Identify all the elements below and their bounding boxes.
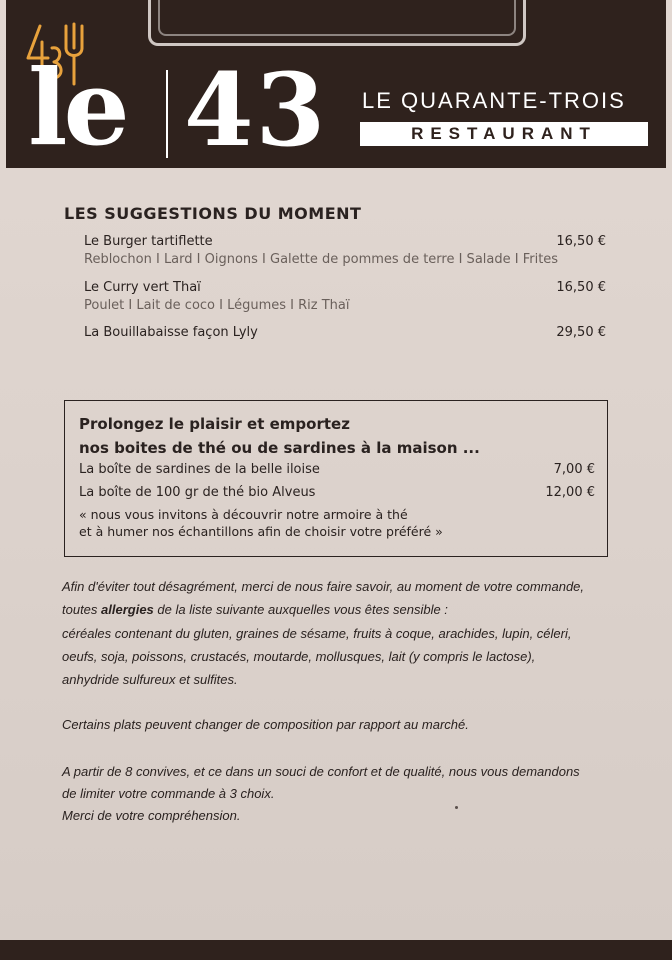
group-note-line3: Merci de votre compréhension. [62, 808, 241, 823]
allergy-note-line3: céréales contenant du gluten, graines de sésame, fruits à coque, arachides, lupin, céleri, [62, 626, 572, 641]
allergy-note-line4: oeufs, soja, poissons, crustacés, moutarde, mollusques, lait (y compris le lactose), [62, 649, 536, 664]
logo-number: 43 [184, 51, 328, 169]
allergies-emphasis: allergies [101, 602, 154, 617]
dish-price: 16,50 € [556, 234, 606, 249]
dish-name: Le Curry vert Thaï [84, 280, 201, 295]
logo-divider [166, 70, 168, 158]
allergy-note-line5: anhydride sulfureux et sulfites. [62, 672, 238, 687]
market-note: Certains plats peuvent changer de composition par rapport au marché. [62, 717, 469, 732]
offer-item-name: La boîte de sardines de la belle iloise [79, 462, 320, 477]
offer-item-price: 7,00 € [553, 462, 595, 477]
allergy-note-line1: Afin d'éviter tout désagrément, merci de nous faire savoir, au moment de votre commande, [62, 579, 585, 594]
dish-description: Poulet I Lait de coco I Légumes I Riz Thaï [84, 298, 350, 313]
takeaway-offer-box [64, 400, 608, 557]
offer-title-line2: nos boites de thé ou de sardines à la maison ... [79, 439, 480, 457]
offer-quote-line2: et à humer nos échantillons afin de choisir votre préféré » [79, 524, 443, 539]
paper-speck [455, 806, 458, 809]
dish-description: Reblochon I Lard I Oignons I Galette de pommes de terre I Salade I Frites [84, 252, 559, 267]
offer-title-line1: Prolongez le plaisir et emportez [79, 415, 350, 433]
dish-price: 16,50 € [556, 280, 606, 295]
group-note-line1: A partir de 8 convives, et ce dans un souci de confort et de qualité, nous vous demandons [62, 764, 580, 779]
dish-price: 29,50 € [556, 325, 606, 340]
brand-tag: RESTAURANT [360, 122, 648, 146]
offer-quote-line1: « nous vous invitons à découvrir notre armoire à thé [79, 507, 408, 522]
allergy-note-line2: toutes allergies de la liste suivante auxquelles vous êtes sensible : [62, 602, 448, 617]
offer-item-name: La boîte de 100 gr de thé bio Alveus [79, 485, 316, 500]
brand-name: LE QUARANTE-TROIS [362, 88, 626, 113]
group-note-line2: de limiter votre commande à 3 choix. [62, 786, 275, 801]
dish-name: La Bouillabaisse façon Lyly [84, 325, 258, 340]
dish-name: Le Burger tartiflette [84, 234, 213, 249]
footer-band [0, 940, 672, 960]
suggestions-title: LES SUGGESTIONS DU MOMENT [64, 204, 362, 223]
offer-item-price: 12,00 € [545, 485, 595, 500]
clipboard-clip-inner [158, 0, 516, 36]
logo-le-text: le [28, 46, 126, 169]
